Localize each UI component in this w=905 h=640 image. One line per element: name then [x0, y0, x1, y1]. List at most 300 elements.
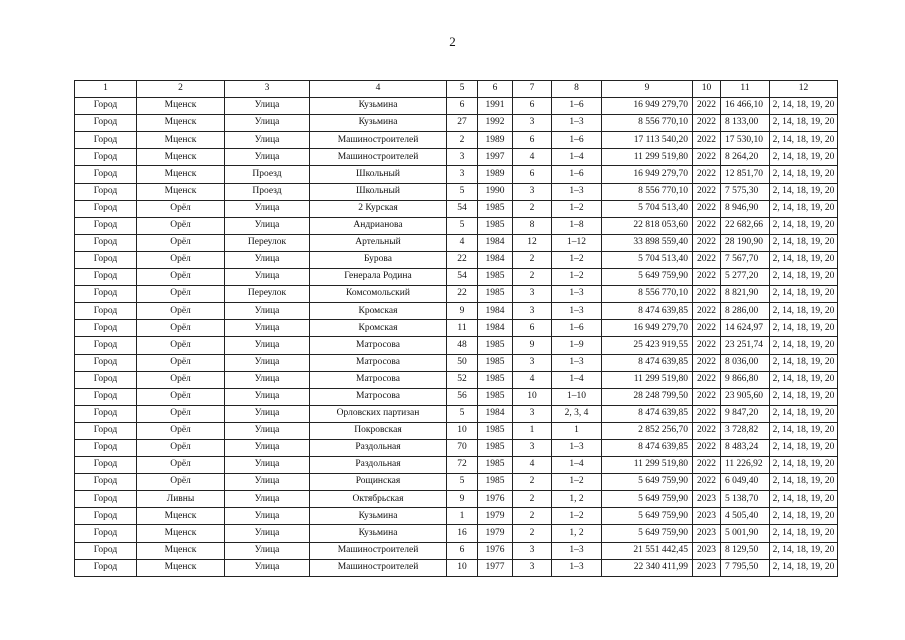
table-row	[75, 457, 838, 474]
column-header: 8	[552, 81, 602, 98]
floors-cell: 3	[513, 542, 552, 559]
settlement-name-cell: Орёл	[137, 457, 225, 474]
table-row	[75, 371, 838, 388]
street-name-cell: Рощинская	[310, 474, 447, 491]
street-type-cell: Улица	[225, 525, 310, 542]
cost-cell: 5 649 759,90	[602, 269, 693, 286]
house-number-cell: 1	[447, 508, 478, 525]
year-built-cell: 1985	[478, 269, 513, 286]
settlement-name-cell: Мценск	[137, 183, 225, 200]
street-type-cell: Улица	[225, 491, 310, 508]
year-built-cell: 1985	[478, 457, 513, 474]
work-types-cell: 2, 14, 18, 19, 20	[770, 166, 838, 183]
floors-cell: 1	[513, 422, 552, 439]
settlement-type-cell: Город	[75, 474, 137, 491]
street-type-cell: Улица	[225, 98, 310, 115]
settlement-name-cell: Орёл	[137, 388, 225, 405]
floors-cell: 2	[513, 200, 552, 217]
cost-cell: 5 649 759,90	[602, 508, 693, 525]
cost-cell: 22 340 411,99	[602, 559, 693, 576]
column-header: 11	[721, 81, 770, 98]
cost-cell: 17 113 540,20	[602, 132, 693, 149]
settlement-name-cell: Орёл	[137, 251, 225, 268]
work-types-cell: 2, 14, 18, 19, 20	[770, 303, 838, 320]
street-type-cell: Улица	[225, 474, 310, 491]
street-type-cell: Улица	[225, 115, 310, 132]
area-cell: 8 133,00	[721, 115, 770, 132]
table-row	[75, 98, 838, 115]
column-header: 3	[225, 81, 310, 98]
floors-cell: 10	[513, 388, 552, 405]
floor-range-cell: 1–3	[552, 303, 602, 320]
plan-year-cell: 2022	[693, 320, 721, 337]
house-number-cell: 3	[447, 166, 478, 183]
work-types-cell: 2, 14, 18, 19, 20	[770, 132, 838, 149]
plan-year-cell: 2022	[693, 115, 721, 132]
work-types-cell: 2, 14, 18, 19, 20	[770, 474, 838, 491]
year-built-cell: 1985	[478, 217, 513, 234]
settlement-name-cell: Орёл	[137, 320, 225, 337]
floor-range-cell: 1–6	[552, 166, 602, 183]
settlement-type-cell: Город	[75, 388, 137, 405]
table-row	[75, 183, 838, 200]
street-type-cell: Проезд	[225, 166, 310, 183]
work-types-cell: 2, 14, 18, 19, 20	[770, 149, 838, 166]
cost-cell: 2 852 256,70	[602, 422, 693, 439]
work-types-cell: 2, 14, 18, 19, 20	[770, 337, 838, 354]
street-name-cell: Артельный	[310, 234, 447, 251]
table-row	[75, 508, 838, 525]
plan-year-cell: 2022	[693, 405, 721, 422]
area-cell: 9 866,80	[721, 371, 770, 388]
settlement-type-cell: Город	[75, 371, 137, 388]
table-row	[75, 200, 838, 217]
year-built-cell: 1989	[478, 132, 513, 149]
street-name-cell: Школьный	[310, 183, 447, 200]
page-number: 2	[449, 34, 456, 49]
cost-cell: 16 949 279,70	[602, 166, 693, 183]
column-header: 5	[447, 81, 478, 98]
plan-year-cell: 2022	[693, 371, 721, 388]
floor-range-cell: 1–6	[552, 98, 602, 115]
street-name-cell: Матросова	[310, 354, 447, 371]
house-number-cell: 10	[447, 559, 478, 576]
work-types-cell: 2, 14, 18, 19, 20	[770, 234, 838, 251]
area-cell: 7 575,30	[721, 183, 770, 200]
settlement-type-cell: Город	[75, 439, 137, 456]
floors-cell: 3	[513, 439, 552, 456]
plan-year-cell: 2022	[693, 251, 721, 268]
settlement-name-cell: Орёл	[137, 354, 225, 371]
table-row	[75, 388, 838, 405]
settlement-name-cell: Мценск	[137, 149, 225, 166]
floors-cell: 3	[513, 183, 552, 200]
street-name-cell: Машиностроителей	[310, 149, 447, 166]
settlement-name-cell: Орёл	[137, 269, 225, 286]
area-cell: 8 129,50	[721, 542, 770, 559]
year-built-cell: 1985	[478, 200, 513, 217]
table-row	[75, 474, 838, 491]
settlement-name-cell: Мценск	[137, 166, 225, 183]
work-types-cell: 2, 14, 18, 19, 20	[770, 457, 838, 474]
house-number-cell: 54	[447, 269, 478, 286]
floor-range-cell: 1–3	[552, 354, 602, 371]
settlement-type-cell: Город	[75, 217, 137, 234]
street-type-cell: Улица	[225, 559, 310, 576]
area-cell: 9 847,20	[721, 405, 770, 422]
house-number-cell: 2	[447, 132, 478, 149]
area-cell: 4 505,40	[721, 508, 770, 525]
area-cell: 22 682,66	[721, 217, 770, 234]
cost-cell: 16 949 279,70	[602, 320, 693, 337]
cost-cell: 11 299 519,80	[602, 371, 693, 388]
column-header: 7	[513, 81, 552, 98]
plan-year-cell: 2022	[693, 337, 721, 354]
area-cell: 8 821,90	[721, 286, 770, 303]
work-types-cell: 2, 14, 18, 19, 20	[770, 115, 838, 132]
area-cell: 8 946,90	[721, 200, 770, 217]
year-built-cell: 1977	[478, 559, 513, 576]
table-row	[75, 149, 838, 166]
house-number-cell: 52	[447, 371, 478, 388]
settlement-type-cell: Город	[75, 405, 137, 422]
floor-range-cell: 1–4	[552, 457, 602, 474]
table-row	[75, 303, 838, 320]
settlement-type-cell: Город	[75, 149, 137, 166]
column-header: 10	[693, 81, 721, 98]
floors-cell: 9	[513, 337, 552, 354]
floor-range-cell: 1–3	[552, 286, 602, 303]
settlement-name-cell: Орёл	[137, 303, 225, 320]
work-types-cell: 2, 14, 18, 19, 20	[770, 422, 838, 439]
data-table	[74, 80, 838, 577]
area-cell: 6 049,40	[721, 474, 770, 491]
settlement-name-cell: Орёл	[137, 200, 225, 217]
street-type-cell: Улица	[225, 439, 310, 456]
table-row	[75, 525, 838, 542]
year-built-cell: 1989	[478, 166, 513, 183]
table-row	[75, 422, 838, 439]
floors-cell: 2	[513, 474, 552, 491]
house-number-cell: 11	[447, 320, 478, 337]
year-built-cell: 1991	[478, 98, 513, 115]
settlement-type-cell: Город	[75, 508, 137, 525]
settlement-name-cell: Орёл	[137, 439, 225, 456]
plan-year-cell: 2022	[693, 388, 721, 405]
street-type-cell: Улица	[225, 405, 310, 422]
plan-year-cell: 2023	[693, 508, 721, 525]
area-cell: 28 190,90	[721, 234, 770, 251]
street-name-cell: Раздольная	[310, 457, 447, 474]
plan-year-cell: 2023	[693, 542, 721, 559]
settlement-type-cell: Город	[75, 337, 137, 354]
settlement-type-cell: Город	[75, 234, 137, 251]
area-cell: 11 226,92	[721, 457, 770, 474]
house-number-cell: 70	[447, 439, 478, 456]
street-name-cell: 2 Курская	[310, 200, 447, 217]
table-row	[75, 269, 838, 286]
house-number-cell: 72	[447, 457, 478, 474]
plan-year-cell: 2022	[693, 422, 721, 439]
work-types-cell: 2, 14, 18, 19, 20	[770, 371, 838, 388]
work-types-cell: 2, 14, 18, 19, 20	[770, 542, 838, 559]
floors-cell: 12	[513, 234, 552, 251]
street-name-cell: Кузьмина	[310, 115, 447, 132]
floors-cell: 6	[513, 166, 552, 183]
plan-year-cell: 2023	[693, 525, 721, 542]
year-built-cell: 1985	[478, 474, 513, 491]
street-type-cell: Переулок	[225, 234, 310, 251]
house-number-cell: 4	[447, 234, 478, 251]
street-type-cell: Улица	[225, 320, 310, 337]
cost-cell: 8 474 639,85	[602, 303, 693, 320]
table-row	[75, 251, 838, 268]
table-row	[75, 234, 838, 251]
table-row	[75, 166, 838, 183]
column-header: 12	[770, 81, 838, 98]
settlement-type-cell: Город	[75, 269, 137, 286]
area-cell: 3 728,82	[721, 422, 770, 439]
house-number-cell: 54	[447, 200, 478, 217]
street-type-cell: Улица	[225, 269, 310, 286]
table-row	[75, 491, 838, 508]
house-number-cell: 5	[447, 217, 478, 234]
area-cell: 5 138,70	[721, 491, 770, 508]
work-types-cell: 2, 14, 18, 19, 20	[770, 525, 838, 542]
floors-cell: 2	[513, 491, 552, 508]
floor-range-cell: 1–6	[552, 320, 602, 337]
floors-cell: 2	[513, 508, 552, 525]
settlement-type-cell: Город	[75, 183, 137, 200]
floor-range-cell: 1–2	[552, 251, 602, 268]
street-name-cell: Андрианова	[310, 217, 447, 234]
settlement-name-cell: Орёл	[137, 217, 225, 234]
area-cell: 8 483,24	[721, 439, 770, 456]
plan-year-cell: 2022	[693, 132, 721, 149]
year-built-cell: 1985	[478, 337, 513, 354]
work-types-cell: 2, 14, 18, 19, 20	[770, 98, 838, 115]
floor-range-cell: 1–9	[552, 337, 602, 354]
street-type-cell: Проезд	[225, 183, 310, 200]
settlement-type-cell: Город	[75, 200, 137, 217]
column-header: 1	[75, 81, 137, 98]
work-types-cell: 2, 14, 18, 19, 20	[770, 320, 838, 337]
street-type-cell: Улица	[225, 422, 310, 439]
settlement-name-cell: Орёл	[137, 405, 225, 422]
table-row	[75, 115, 838, 132]
settlement-type-cell: Город	[75, 320, 137, 337]
settlement-type-cell: Город	[75, 166, 137, 183]
area-cell: 14 624,97	[721, 320, 770, 337]
plan-year-cell: 2022	[693, 234, 721, 251]
work-types-cell: 2, 14, 18, 19, 20	[770, 388, 838, 405]
cost-cell: 11 299 519,80	[602, 457, 693, 474]
cost-cell: 21 551 442,45	[602, 542, 693, 559]
street-name-cell: Комсомольский	[310, 286, 447, 303]
house-number-cell: 5	[447, 405, 478, 422]
area-cell: 12 851,70	[721, 166, 770, 183]
settlement-name-cell: Орёл	[137, 474, 225, 491]
street-name-cell: Октябрьская	[310, 491, 447, 508]
table-row	[75, 337, 838, 354]
year-built-cell: 1984	[478, 320, 513, 337]
settlement-name-cell: Мценск	[137, 559, 225, 576]
settlement-name-cell: Орёл	[137, 422, 225, 439]
settlement-type-cell: Город	[75, 132, 137, 149]
floors-cell: 4	[513, 149, 552, 166]
street-name-cell: Машиностроителей	[310, 559, 447, 576]
street-type-cell: Улица	[225, 354, 310, 371]
year-built-cell: 1997	[478, 149, 513, 166]
work-types-cell: 2, 14, 18, 19, 20	[770, 439, 838, 456]
year-built-cell: 1992	[478, 115, 513, 132]
house-number-cell: 3	[447, 149, 478, 166]
floors-cell: 2	[513, 269, 552, 286]
street-name-cell: Машиностроителей	[310, 542, 447, 559]
floor-range-cell: 1–3	[552, 559, 602, 576]
house-number-cell: 9	[447, 303, 478, 320]
settlement-name-cell: Орёл	[137, 371, 225, 388]
plan-year-cell: 2022	[693, 286, 721, 303]
work-types-cell: 2, 14, 18, 19, 20	[770, 251, 838, 268]
house-number-cell: 6	[447, 98, 478, 115]
street-name-cell: Кромская	[310, 320, 447, 337]
floors-cell: 3	[513, 559, 552, 576]
street-type-cell: Улица	[225, 508, 310, 525]
work-types-cell: 2, 14, 18, 19, 20	[770, 286, 838, 303]
house-number-cell: 5	[447, 474, 478, 491]
plan-year-cell: 2023	[693, 559, 721, 576]
house-number-cell: 9	[447, 491, 478, 508]
floors-cell: 4	[513, 457, 552, 474]
cost-cell: 8 474 639,85	[602, 439, 693, 456]
floor-range-cell: 1–4	[552, 149, 602, 166]
settlement-type-cell: Город	[75, 286, 137, 303]
column-header: 2	[137, 81, 225, 98]
cost-cell: 5 649 759,90	[602, 491, 693, 508]
settlement-type-cell: Город	[75, 457, 137, 474]
floors-cell: 3	[513, 115, 552, 132]
floor-range-cell: 1–3	[552, 183, 602, 200]
year-built-cell: 1985	[478, 354, 513, 371]
street-type-cell: Улица	[225, 337, 310, 354]
year-built-cell: 1984	[478, 303, 513, 320]
table-row	[75, 405, 838, 422]
table-body	[75, 98, 838, 577]
area-cell: 7 567,70	[721, 251, 770, 268]
floors-cell: 2	[513, 525, 552, 542]
cost-cell: 33 898 559,40	[602, 234, 693, 251]
work-types-cell: 2, 14, 18, 19, 20	[770, 405, 838, 422]
cost-cell: 5 649 759,90	[602, 474, 693, 491]
street-name-cell: Покровская	[310, 422, 447, 439]
table-row	[75, 217, 838, 234]
year-built-cell: 1985	[478, 286, 513, 303]
work-types-cell: 2, 14, 18, 19, 20	[770, 508, 838, 525]
house-number-cell: 22	[447, 251, 478, 268]
street-type-cell: Улица	[225, 149, 310, 166]
settlement-type-cell: Город	[75, 354, 137, 371]
floor-range-cell: 2, 3, 4	[552, 405, 602, 422]
street-type-cell: Улица	[225, 542, 310, 559]
table-row	[75, 439, 838, 456]
street-type-cell: Улица	[225, 217, 310, 234]
street-name-cell: Орловских партизан	[310, 405, 447, 422]
floors-cell: 4	[513, 371, 552, 388]
floor-range-cell: 1–3	[552, 542, 602, 559]
settlement-type-cell: Город	[75, 115, 137, 132]
work-types-cell: 2, 14, 18, 19, 20	[770, 217, 838, 234]
street-name-cell: Кузьмина	[310, 525, 447, 542]
street-type-cell: Улица	[225, 388, 310, 405]
street-name-cell: Бурова	[310, 251, 447, 268]
plan-year-cell: 2022	[693, 354, 721, 371]
cost-cell: 8 556 770,10	[602, 286, 693, 303]
cost-cell: 22 818 053,60	[602, 217, 693, 234]
floor-range-cell: 1–10	[552, 388, 602, 405]
street-type-cell: Улица	[225, 200, 310, 217]
settlement-type-cell: Город	[75, 491, 137, 508]
plan-year-cell: 2022	[693, 439, 721, 456]
house-number-cell: 10	[447, 422, 478, 439]
house-number-cell: 6	[447, 542, 478, 559]
street-type-cell: Улица	[225, 371, 310, 388]
settlement-name-cell: Мценск	[137, 525, 225, 542]
settlement-name-cell: Мценск	[137, 132, 225, 149]
floors-cell: 3	[513, 303, 552, 320]
settlement-type-cell: Город	[75, 525, 137, 542]
cost-cell: 8 474 639,85	[602, 405, 693, 422]
table-row	[75, 286, 838, 303]
plan-year-cell: 2022	[693, 183, 721, 200]
cost-cell: 25 423 919,55	[602, 337, 693, 354]
settlement-name-cell: Мценск	[137, 115, 225, 132]
house-number-cell: 50	[447, 354, 478, 371]
year-built-cell: 1984	[478, 405, 513, 422]
table-row	[75, 320, 838, 337]
table-row	[75, 354, 838, 371]
street-name-cell: Кузьмина	[310, 98, 447, 115]
year-built-cell: 1985	[478, 388, 513, 405]
plan-year-cell: 2023	[693, 491, 721, 508]
area-cell: 8 036,00	[721, 354, 770, 371]
work-types-cell: 2, 14, 18, 19, 20	[770, 559, 838, 576]
floors-cell: 3	[513, 354, 552, 371]
floor-range-cell: 1–3	[552, 439, 602, 456]
street-name-cell: Генерала Родина	[310, 269, 447, 286]
plan-year-cell: 2022	[693, 166, 721, 183]
street-name-cell: Школьный	[310, 166, 447, 183]
year-built-cell: 1976	[478, 491, 513, 508]
area-cell: 8 264,20	[721, 149, 770, 166]
floor-range-cell: 1–12	[552, 234, 602, 251]
street-name-cell: Матросова	[310, 388, 447, 405]
plan-year-cell: 2022	[693, 200, 721, 217]
street-type-cell: Переулок	[225, 286, 310, 303]
table-row	[75, 132, 838, 149]
plan-year-cell: 2022	[693, 457, 721, 474]
work-types-cell: 2, 14, 18, 19, 20	[770, 269, 838, 286]
floor-range-cell: 1–2	[552, 269, 602, 286]
floor-range-cell: 1–6	[552, 132, 602, 149]
year-built-cell: 1984	[478, 234, 513, 251]
settlement-name-cell: Орёл	[137, 337, 225, 354]
house-number-cell: 48	[447, 337, 478, 354]
area-cell: 7 795,50	[721, 559, 770, 576]
floor-range-cell: 1, 2	[552, 525, 602, 542]
plan-year-cell: 2022	[693, 217, 721, 234]
cost-cell: 8 474 639,85	[602, 354, 693, 371]
